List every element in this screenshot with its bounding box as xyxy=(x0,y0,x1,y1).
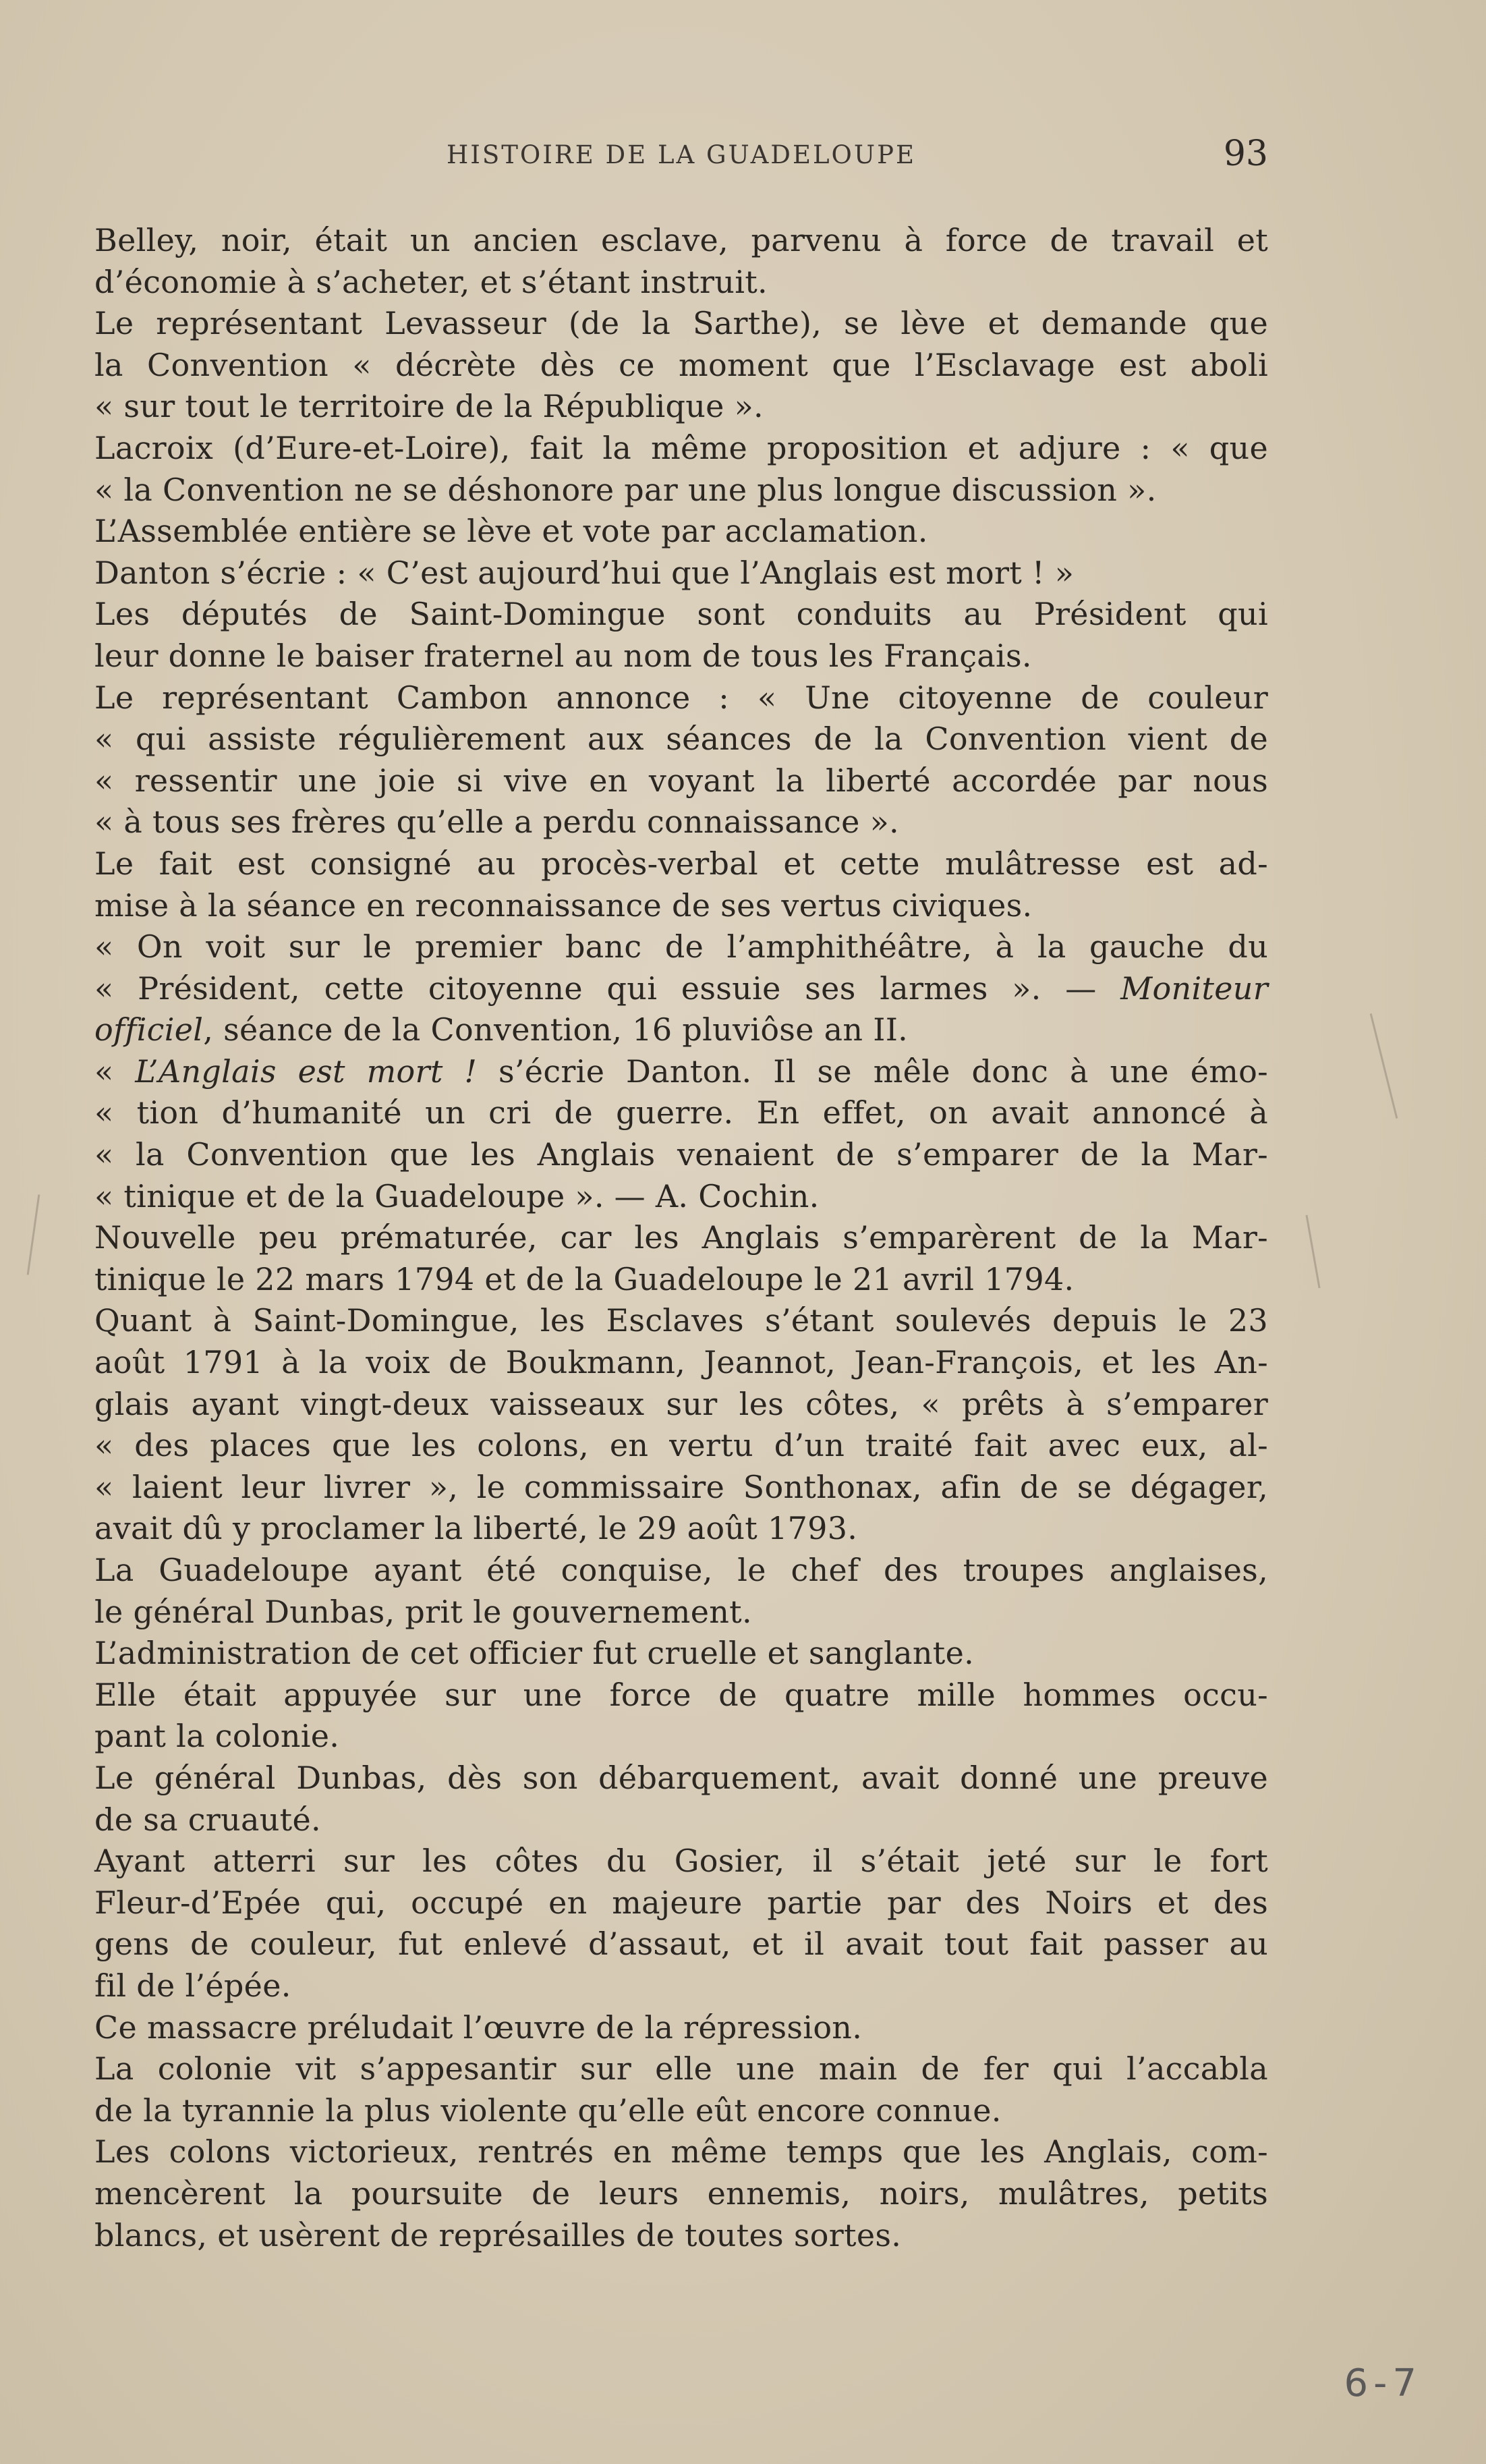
text-line: Ayant atterri sur les côtes du Gosier, il s’était jeté sur le fort xyxy=(94,1843,1268,1880)
text-line: Quant à Saint-Domingue, les Esclaves s’étant soulevés depuis le 23 xyxy=(94,1302,1268,1339)
text-line: leur donne le baiser fraternel au nom de tous les Français. xyxy=(94,637,1032,674)
text-line: Le général Dunbas, dès son débarquement, avait donné une preuve xyxy=(94,1759,1268,1796)
text-line: le général Dunbas, prit le gouvernement. xyxy=(94,1593,752,1630)
text-line: « Président, cette citoyenne qui essuie ses larmes ». — Moniteur xyxy=(94,970,1268,1007)
pencil-note: 6-7 xyxy=(1344,2361,1422,2405)
text-line: « tinique et de la Guadeloupe ». — A. Cochin. xyxy=(94,1177,820,1214)
text-line: Le fait est consigné au procès-verbal et cette mulâtresse est ad- xyxy=(94,845,1268,882)
text-line: fil de l’épée. xyxy=(94,1967,291,2004)
text-line: pant la colonie. xyxy=(94,1718,340,1755)
text-line: glais ayant vingt-deux vaisseaux sur les côtes, « prêts à s’emparer xyxy=(94,1385,1268,1422)
text-line: officiel, séance de la Convention, 16 pluviôse an II. xyxy=(94,1011,909,1048)
text-line: tinique le 22 mars 1794 et de la Guadeloupe le 21 avril 1794. xyxy=(94,1260,1075,1297)
text-line: gens de couleur, fut enlevé d’assaut, et il avait tout fait passer au xyxy=(94,1926,1268,1963)
text-line: Lacroix (d’Eure-et-Loire), fait la même proposition et adjure : « que xyxy=(94,429,1268,466)
body-text xyxy=(94,220,1268,2256)
text-line: Fleur-d’Epée qui, occupé en majeure partie par des Noirs et des xyxy=(94,1884,1268,1921)
text-line: Danton s’écrie : « C’est aujourd’hui que l’Anglais est mort ! » xyxy=(94,554,1075,591)
margin-mark-right xyxy=(1370,1013,1398,1119)
text-line: Le représentant Cambon annonce : « Une citoyenne de couleur xyxy=(94,679,1268,716)
text-line: « qui assiste régulièrement aux séances de la Convention vient de xyxy=(94,721,1268,758)
text-line: « ressentir une joie si vive en voyant la liberté accordée par nous xyxy=(94,762,1268,799)
text-line: de la tyrannie la plus violente qu’elle eût encore connue. xyxy=(94,2092,1002,2129)
text-line: blancs, et usèrent de représailles de toutes sortes. xyxy=(94,2216,902,2253)
text-line: d’économie à s’acheter, et s’étant instruit. xyxy=(94,263,768,300)
page-number: 93 xyxy=(1223,134,1268,174)
text-line: La Guadeloupe ayant été conquise, le chef des troupes anglaises, xyxy=(94,1552,1268,1588)
text-line: avait dû y proclamer la liberté, le 29 août 1793. xyxy=(94,1510,858,1547)
text-line: de sa cruauté. xyxy=(94,1801,321,1838)
text-line: « des places que les colons, en vertu d’un traité fait avec eux, al- xyxy=(94,1427,1268,1464)
page-header xyxy=(94,134,1268,181)
text-line: août 1791 à la voix de Boukmann, Jeannot, Jean-François, et les An- xyxy=(94,1344,1268,1381)
running-title: HISTOIRE DE LA GUADELOUPE xyxy=(447,140,916,169)
text-line: L’administration de cet officier fut cruelle et sanglante. xyxy=(94,1635,975,1672)
text-line: Belley, noir, était un ancien esclave, parvenu à force de travail et xyxy=(94,222,1268,258)
text-line: Le représentant Levasseur (de la Sarthe), se lève et demande que xyxy=(94,305,1268,342)
text-line: Elle était appuyée sur une force de quatre mille hommes occu- xyxy=(94,1676,1268,1713)
text-line: « L’Anglais est mort ! s’écrie Danton. Il se mêle donc à une émo- xyxy=(94,1053,1268,1090)
text-line: « à tous ses frères qu’elle a perdu connaissance ». xyxy=(94,804,899,841)
text-line: « laient leur livrer », le commissaire Sonthonax, afin de se dégager, xyxy=(94,1468,1268,1505)
text-line: Nouvelle peu prématurée, car les Anglais s’emparèrent de la Mar- xyxy=(94,1219,1268,1256)
text-line: « la Convention que les Anglais venaient de s’emparer de la Mar- xyxy=(94,1136,1268,1173)
text-line: « On voit sur le premier banc de l’amphithéâtre, à la gauche du xyxy=(94,928,1268,965)
text-line: Les députés de Saint-Domingue sont conduits au Président qui xyxy=(94,596,1268,633)
text-line: « la Convention ne se déshonore par une plus longue discussion ». xyxy=(94,471,1157,508)
text-line: « sur tout le territoire de la République ». xyxy=(94,388,764,425)
text-line: La colonie vit s’appesantir sur elle une main de fer qui l’accabla xyxy=(94,2050,1268,2088)
text-line: L’Assemblée entière se lève et vote par acclamation. xyxy=(94,513,928,550)
text-line: Ce massacre préludait l’œuvre de la répression. xyxy=(94,2009,863,2046)
margin-mark-left xyxy=(27,1194,40,1275)
margin-mark-right-lower xyxy=(1305,1215,1320,1289)
text-line: mencèrent la poursuite de leurs ennemis, noirs, mulâtres, petits xyxy=(94,2175,1268,2212)
text-line: « tion d’humanité un cri de guerre. En effet, on avait annoncé à xyxy=(94,1094,1268,1131)
text-line: mise à la séance en reconnaissance de ses vertus civiques. xyxy=(94,887,1033,924)
text-line: la Convention « décrète dès ce moment que l’Esclavage est aboli xyxy=(94,346,1268,383)
text-line: Les colons victorieux, rentrés en même temps que les Anglais, com- xyxy=(94,2133,1268,2171)
